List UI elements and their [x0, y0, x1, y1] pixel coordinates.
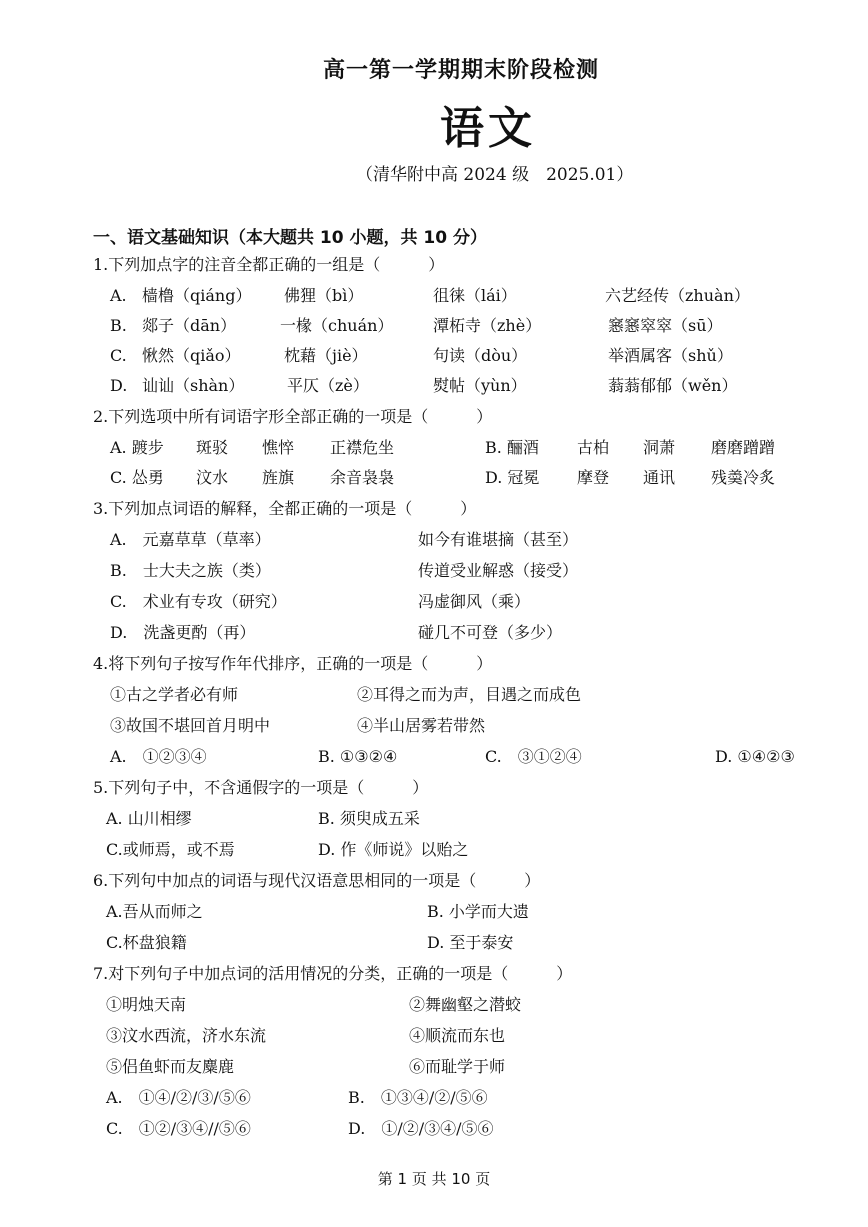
option-cell: B. ①③④/②/⑤⑥: [348, 1088, 488, 1107]
option-cell: 憔悴: [262, 438, 295, 457]
option-cell: 摩登: [577, 468, 610, 487]
sentence-item: ③故国不堪回首月明中: [110, 716, 271, 735]
option-cell: 洞萧: [643, 438, 676, 457]
option-label: A.: [110, 286, 127, 305]
option-cell: 冯虚御风（乘）: [418, 592, 531, 611]
option-cell: B. 须臾成五采: [318, 809, 420, 828]
option-cell: 正襟危坐: [330, 438, 395, 457]
option-cell: 枕藉（jiè）: [284, 346, 368, 365]
option-cell: A. 元嘉草草（草率）: [110, 530, 271, 549]
option-cell: C.杯盘狼籍: [106, 933, 187, 952]
option-label: D.: [110, 376, 128, 395]
option-cell: C. 怂勇: [110, 468, 164, 487]
option-cell: D. ①④②③: [715, 747, 795, 766]
school-line: （清华附中高 2024 级 2025.01）: [356, 165, 634, 185]
question-2-stem: 2.下列选项中所有词语字形全部正确的一项是（ ）: [93, 407, 493, 426]
exam-title: 语文: [440, 103, 536, 154]
option-label: C.: [110, 346, 127, 365]
option-cell: 碰几不可登（多少）: [418, 623, 563, 642]
option-cell: A. 山川相缪: [106, 809, 192, 828]
option-cell: 郯子（dān）: [142, 316, 237, 335]
exam-subtitle: 高一第一学期期末阶段检测: [323, 58, 600, 83]
option-cell: D. ①/②/③④/⑤⑥: [348, 1119, 494, 1138]
page-number-footer: 第 1 页 共 10 页: [377, 1170, 491, 1188]
option-cell: 磨磨蹭蹭: [711, 438, 776, 457]
question-3-stem: 3.下列加点词语的解释，全都正确的一项是（ ）: [93, 499, 477, 518]
option-cell: 残羮冷炙: [711, 468, 776, 487]
option-cell: 平仄（zè）: [287, 376, 369, 395]
option-cell: 余音袅袅: [330, 468, 395, 487]
option-cell: 熨帖（yùn）: [433, 376, 527, 395]
sentence-item: ③汶水西流，济水东流: [106, 1026, 267, 1045]
option-cell: 斑驳: [196, 438, 229, 457]
question-1-stem: 1.下列加点字的注音全都正确的一组是（ ）: [93, 255, 445, 274]
option-cell: 汶水: [196, 468, 229, 487]
option-cell: 徂徕（lái）: [433, 286, 517, 305]
option-cell: 樯橹（qiáng）: [142, 286, 252, 305]
question-4-stem: 4.将下列句子按写作年代排序，正确的一项是（ ）: [93, 654, 493, 673]
option-cell: 讪讪（shàn）: [142, 376, 245, 395]
option-cell: C. ③①②④: [485, 747, 582, 766]
option-cell: 潭柘寺（zhè）: [433, 316, 542, 335]
option-cell: A. ①④/②/③/⑤⑥: [106, 1088, 251, 1107]
option-cell: D. 冠冕: [485, 468, 540, 487]
option-label: B.: [110, 316, 127, 335]
sentence-item: ⑥而耻学于师: [409, 1057, 506, 1076]
option-cell: D. 至于泰安: [427, 933, 514, 952]
question-5-stem: 5.下列句子中，不含通假字的一项是（ ）: [93, 778, 429, 797]
option-cell: 一椽（chuán）: [280, 316, 394, 335]
option-cell: A. ①②③④: [110, 747, 207, 766]
option-cell: B. 士大夫之族（类）: [110, 561, 271, 580]
option-cell: D. 洗盏更酌（再）: [110, 623, 256, 642]
option-cell: B. ①③②④: [318, 747, 398, 766]
option-cell: 蓊蓊郁郁（wěn）: [608, 376, 738, 395]
option-cell: 窸窸窣窣（sū）: [608, 316, 723, 335]
sentence-item: ②耳得之而为声，目遇之而成色: [357, 685, 582, 704]
option-cell: C. 术业有专攻（研究）: [110, 592, 287, 611]
option-cell: 愀然（qiǎo）: [142, 346, 241, 365]
option-cell: 通讯: [643, 468, 676, 487]
question-7-stem: 7.对下列句子中加点词的活用情况的分类，正确的一项是（ ）: [93, 964, 573, 983]
option-cell: C. ①②/③④//⑤⑥: [106, 1119, 251, 1138]
option-cell: 旌旗: [262, 468, 295, 487]
sentence-item: ①明烛天南: [106, 995, 187, 1014]
section-heading: 一、语文基础知识（本大题共 10 小题，共 10 分）: [93, 228, 487, 248]
option-cell: A. 踱步: [110, 438, 164, 457]
option-cell: A.吾从而师之: [106, 902, 203, 921]
sentence-item: ④半山居雾若带然: [357, 716, 486, 735]
option-cell: D. 作《师说》以贻之: [318, 840, 469, 859]
option-cell: B. 小学而大遗: [427, 902, 529, 921]
question-6-stem: 6.下列句中加点的词语与现代汉语意思相同的一项是（ ）: [93, 871, 541, 890]
option-cell: C.或师焉，或不焉: [106, 840, 235, 859]
option-cell: 句读（dòu）: [433, 346, 528, 365]
option-cell: 举酒属客（shǔ）: [608, 346, 733, 365]
sentence-item: ①古之学者必有师: [110, 685, 239, 704]
option-cell: 传道受业解惑（接受）: [418, 561, 579, 580]
option-cell: B. 酾酒: [485, 438, 539, 457]
sentence-item: ④顺流而东也: [409, 1026, 506, 1045]
option-cell: 古柏: [577, 438, 610, 457]
sentence-item: ②舞幽壑之潜蛟: [409, 995, 522, 1014]
sentence-item: ⑤侣鱼虾而友麋鹿: [106, 1057, 235, 1076]
option-cell: 佛狸（bì）: [284, 286, 364, 305]
option-cell: 六艺经传（zhuàn）: [605, 286, 750, 305]
option-cell: 如今有谁堪摘（甚至）: [418, 530, 579, 549]
